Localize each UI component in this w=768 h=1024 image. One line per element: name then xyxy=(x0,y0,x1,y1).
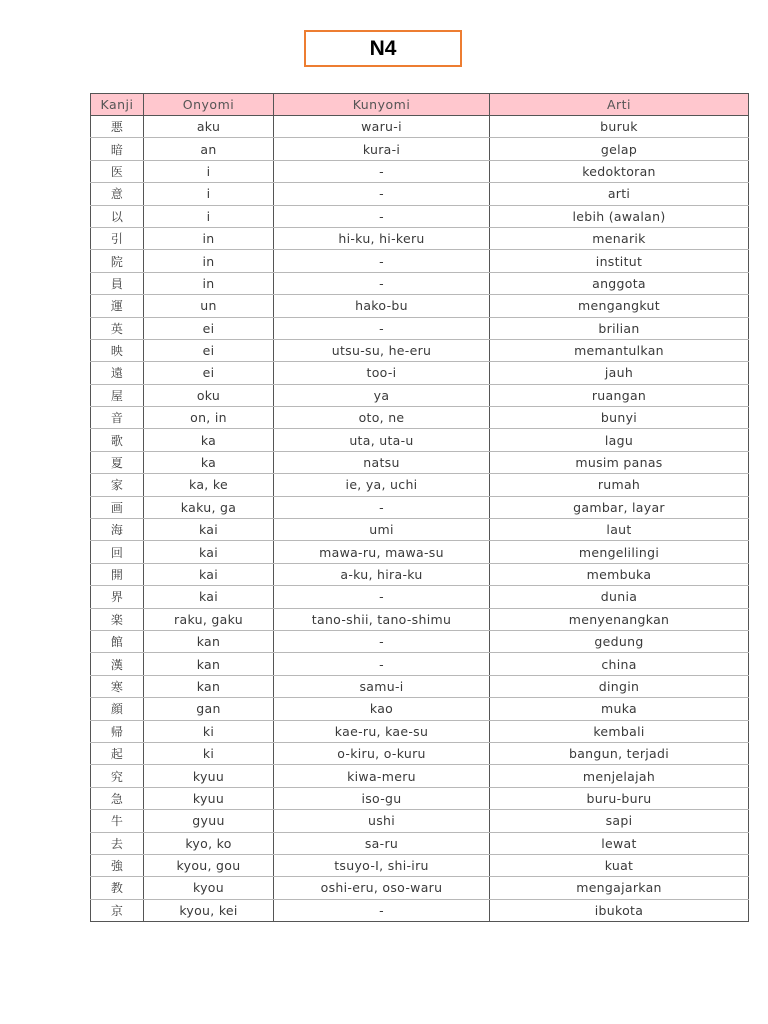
table-row xyxy=(91,160,749,182)
cell-arti: mengajarkan xyxy=(490,877,749,899)
cell-arti: anggota xyxy=(490,272,749,294)
cell-onyomi: an xyxy=(144,138,274,160)
cell-arti: muka xyxy=(490,698,749,720)
cell-kanji: 意 xyxy=(91,183,144,205)
cell-onyomi: kyou xyxy=(144,877,274,899)
cell-kunyomi: ushi xyxy=(274,810,490,832)
cell-kanji: 夏 xyxy=(91,451,144,473)
cell-kunyomi: oto, ne xyxy=(274,407,490,429)
cell-onyomi: ei xyxy=(144,317,274,339)
cell-arti: menarik xyxy=(490,227,749,249)
cell-kanji: 以 xyxy=(91,205,144,227)
cell-kunyomi: kiwa-meru xyxy=(274,765,490,787)
table-row xyxy=(91,810,749,832)
cell-kunyomi: utsu-su, he-eru xyxy=(274,339,490,361)
cell-kanji: 歌 xyxy=(91,429,144,451)
cell-kanji: 音 xyxy=(91,407,144,429)
cell-kanji: 去 xyxy=(91,832,144,854)
cell-kanji: 牛 xyxy=(91,810,144,832)
cell-kanji: 寒 xyxy=(91,675,144,697)
table-row xyxy=(91,675,749,697)
cell-kunyomi: - xyxy=(274,653,490,675)
cell-kunyomi: kura-i xyxy=(274,138,490,160)
cell-kanji: 引 xyxy=(91,227,144,249)
cell-onyomi: ei xyxy=(144,362,274,384)
cell-kanji: 院 xyxy=(91,250,144,272)
table-row xyxy=(91,362,749,384)
table-row xyxy=(91,630,749,652)
header-onyomi: Onyomi xyxy=(144,94,274,116)
table-row xyxy=(91,541,749,563)
cell-kanji: 京 xyxy=(91,899,144,921)
header-arti: Arti xyxy=(490,94,749,116)
cell-onyomi: gan xyxy=(144,698,274,720)
cell-kanji: 医 xyxy=(91,160,144,182)
cell-kunyomi: ya xyxy=(274,384,490,406)
cell-kanji: 遠 xyxy=(91,362,144,384)
table-row xyxy=(91,742,749,764)
cell-onyomi: un xyxy=(144,295,274,317)
cell-onyomi: i xyxy=(144,183,274,205)
cell-kunyomi: tano-shii, tano-shimu xyxy=(274,608,490,630)
cell-kunyomi: kao xyxy=(274,698,490,720)
cell-kunyomi: - xyxy=(274,630,490,652)
cell-kunyomi: kae-ru, kae-su xyxy=(274,720,490,742)
cell-kanji: 悪 xyxy=(91,116,144,138)
table-row xyxy=(91,586,749,608)
cell-arti: china xyxy=(490,653,749,675)
table-row xyxy=(91,496,749,518)
cell-onyomi: in xyxy=(144,272,274,294)
cell-onyomi: kyou, kei xyxy=(144,899,274,921)
table-row xyxy=(91,429,749,451)
cell-kunyomi: - xyxy=(274,496,490,518)
cell-onyomi: kyo, ko xyxy=(144,832,274,854)
cell-kanji: 海 xyxy=(91,519,144,541)
cell-kunyomi: hako-bu xyxy=(274,295,490,317)
cell-arti: sapi xyxy=(490,810,749,832)
cell-onyomi: kan xyxy=(144,653,274,675)
table-row xyxy=(91,138,749,160)
cell-kunyomi: - xyxy=(274,899,490,921)
table-row xyxy=(91,765,749,787)
cell-arti: mengelilingi xyxy=(490,541,749,563)
cell-arti: lagu xyxy=(490,429,749,451)
cell-arti: musim panas xyxy=(490,451,749,473)
table-row xyxy=(91,899,749,921)
cell-kanji: 回 xyxy=(91,541,144,563)
cell-kanji: 強 xyxy=(91,854,144,876)
cell-arti: laut xyxy=(490,519,749,541)
cell-onyomi: oku xyxy=(144,384,274,406)
cell-kanji: 暗 xyxy=(91,138,144,160)
cell-onyomi: ka xyxy=(144,429,274,451)
cell-onyomi: kai xyxy=(144,586,274,608)
table-row xyxy=(91,227,749,249)
table-row xyxy=(91,116,749,138)
cell-arti: menjelajah xyxy=(490,765,749,787)
cell-kunyomi: umi xyxy=(274,519,490,541)
cell-arti: ruangan xyxy=(490,384,749,406)
cell-onyomi: i xyxy=(144,205,274,227)
cell-onyomi: in xyxy=(144,250,274,272)
cell-arti: dunia xyxy=(490,586,749,608)
table-row xyxy=(91,384,749,406)
cell-onyomi: raku, gaku xyxy=(144,608,274,630)
cell-kanji: 映 xyxy=(91,339,144,361)
table-row xyxy=(91,183,749,205)
cell-onyomi: gyuu xyxy=(144,810,274,832)
cell-onyomi: kyuu xyxy=(144,787,274,809)
table-row xyxy=(91,451,749,473)
cell-kunyomi: ie, ya, uchi xyxy=(274,474,490,496)
cell-arti: rumah xyxy=(490,474,749,496)
cell-arti: ibukota xyxy=(490,899,749,921)
cell-kanji: 開 xyxy=(91,563,144,585)
cell-kunyomi: - xyxy=(274,183,490,205)
cell-onyomi: on, in xyxy=(144,407,274,429)
cell-onyomi: kan xyxy=(144,630,274,652)
cell-kunyomi: oshi-eru, oso-waru xyxy=(274,877,490,899)
cell-kanji: 屋 xyxy=(91,384,144,406)
cell-kunyomi: tsuyo-I, shi-iru xyxy=(274,854,490,876)
cell-arti: kedoktoran xyxy=(490,160,749,182)
table-row xyxy=(91,205,749,227)
table-row xyxy=(91,474,749,496)
cell-onyomi: i xyxy=(144,160,274,182)
cell-arti: bangun, terjadi xyxy=(490,742,749,764)
cell-arti: lebih (awalan) xyxy=(490,205,749,227)
cell-kanji: 家 xyxy=(91,474,144,496)
cell-kunyomi: - xyxy=(274,160,490,182)
cell-onyomi: ki xyxy=(144,742,274,764)
cell-kunyomi: - xyxy=(274,317,490,339)
cell-kanji: 教 xyxy=(91,877,144,899)
cell-arti: gambar, layar xyxy=(490,496,749,518)
cell-onyomi: kai xyxy=(144,519,274,541)
table-row xyxy=(91,832,749,854)
table-row xyxy=(91,317,749,339)
cell-kunyomi: - xyxy=(274,250,490,272)
cell-kanji: 画 xyxy=(91,496,144,518)
cell-kanji: 英 xyxy=(91,317,144,339)
cell-onyomi: ei xyxy=(144,339,274,361)
cell-onyomi: ki xyxy=(144,720,274,742)
cell-kunyomi: natsu xyxy=(274,451,490,473)
cell-arti: memantulkan xyxy=(490,339,749,361)
table-row xyxy=(91,608,749,630)
cell-arti: jauh xyxy=(490,362,749,384)
cell-kanji: 急 xyxy=(91,787,144,809)
cell-onyomi: kaku, ga xyxy=(144,496,274,518)
cell-kunyomi: samu-i xyxy=(274,675,490,697)
cell-arti: menyenangkan xyxy=(490,608,749,630)
cell-kunyomi: sa-ru xyxy=(274,832,490,854)
cell-arti: kembali xyxy=(490,720,749,742)
cell-kunyomi: waru-i xyxy=(274,116,490,138)
cell-kanji: 究 xyxy=(91,765,144,787)
table-row xyxy=(91,720,749,742)
table-row xyxy=(91,787,749,809)
cell-arti: gelap xyxy=(490,138,749,160)
table-row xyxy=(91,698,749,720)
table-row xyxy=(91,519,749,541)
header-kunyomi: Kunyomi xyxy=(274,94,490,116)
kanji-table xyxy=(90,93,749,922)
cell-arti: membuka xyxy=(490,563,749,585)
cell-kunyomi: - xyxy=(274,272,490,294)
table-row xyxy=(91,653,749,675)
cell-kunyomi: iso-gu xyxy=(274,787,490,809)
cell-onyomi: kyuu xyxy=(144,765,274,787)
cell-onyomi: ka, ke xyxy=(144,474,274,496)
cell-onyomi: kai xyxy=(144,541,274,563)
cell-kanji: 界 xyxy=(91,586,144,608)
cell-arti: bunyi xyxy=(490,407,749,429)
cell-onyomi: kyou, gou xyxy=(144,854,274,876)
cell-kanji: 楽 xyxy=(91,608,144,630)
cell-arti: lewat xyxy=(490,832,749,854)
cell-arti: institut xyxy=(490,250,749,272)
cell-onyomi: in xyxy=(144,227,274,249)
cell-arti: gedung xyxy=(490,630,749,652)
cell-onyomi: aku xyxy=(144,116,274,138)
table-row xyxy=(91,877,749,899)
cell-arti: buruk xyxy=(490,116,749,138)
cell-kanji: 帰 xyxy=(91,720,144,742)
cell-kunyomi: a-ku, hira-ku xyxy=(274,563,490,585)
cell-kanji: 館 xyxy=(91,630,144,652)
cell-kunyomi: - xyxy=(274,586,490,608)
cell-kanji: 運 xyxy=(91,295,144,317)
cell-kunyomi: too-i xyxy=(274,362,490,384)
table-body xyxy=(91,116,749,922)
cell-kunyomi: - xyxy=(274,205,490,227)
header-kanji: Kanji xyxy=(91,94,144,116)
table-row xyxy=(91,854,749,876)
cell-onyomi: ka xyxy=(144,451,274,473)
table-row xyxy=(91,272,749,294)
cell-arti: brilian xyxy=(490,317,749,339)
cell-onyomi: kai xyxy=(144,563,274,585)
cell-arti: kuat xyxy=(490,854,749,876)
table-row xyxy=(91,295,749,317)
cell-arti: buru-buru xyxy=(490,787,749,809)
cell-kanji: 漢 xyxy=(91,653,144,675)
cell-arti: mengangkut xyxy=(490,295,749,317)
cell-kanji: 員 xyxy=(91,272,144,294)
cell-kunyomi: hi-ku, hi-keru xyxy=(274,227,490,249)
table-row xyxy=(91,339,749,361)
table-row xyxy=(91,407,749,429)
cell-onyomi: kan xyxy=(144,675,274,697)
table-row xyxy=(91,563,749,585)
cell-kunyomi: uta, uta-u xyxy=(274,429,490,451)
table-row xyxy=(91,250,749,272)
cell-kunyomi: mawa-ru, mawa-su xyxy=(274,541,490,563)
cell-arti: dingin xyxy=(490,675,749,697)
cell-kanji: 起 xyxy=(91,742,144,764)
page-title: N4 xyxy=(304,30,462,67)
cell-kanji: 顔 xyxy=(91,698,144,720)
cell-arti: arti xyxy=(490,183,749,205)
cell-kunyomi: o-kiru, o-kuru xyxy=(274,742,490,764)
table-header-row xyxy=(91,94,749,116)
